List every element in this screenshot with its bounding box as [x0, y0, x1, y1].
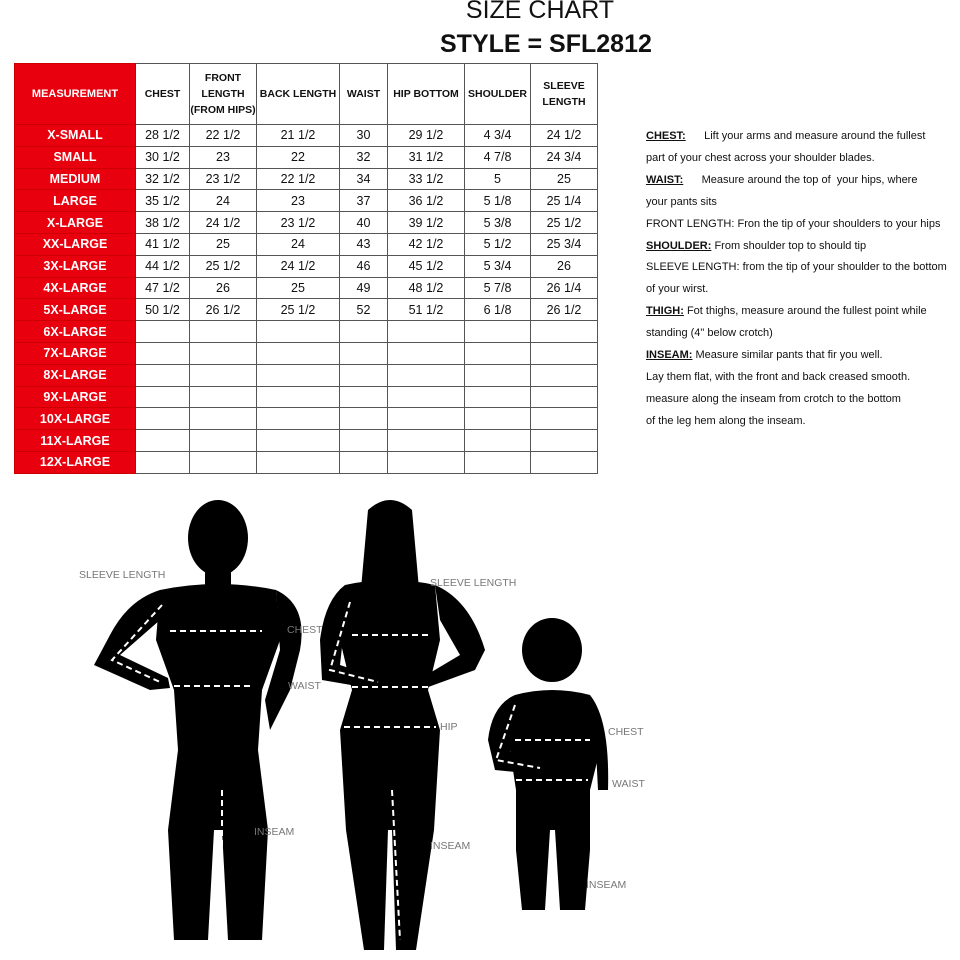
table-cell: 23: [190, 146, 257, 168]
table-cell: 28 1/2: [136, 125, 190, 147]
table-cell: [388, 451, 465, 473]
size-label: MEDIUM: [15, 168, 136, 190]
table-cell: [136, 321, 190, 343]
table-cell: [190, 364, 257, 386]
table-cell: [388, 342, 465, 364]
note-text: Lift your arms and measure around the fullest: [685, 130, 926, 142]
table-cell: [531, 386, 598, 408]
note-line: [646, 214, 947, 236]
note-text: of your wirst.: [646, 283, 709, 296]
table-cell: [465, 342, 531, 364]
table-cell: [388, 430, 465, 452]
table-cell: 4 7/8: [465, 146, 531, 168]
size-label: LARGE: [15, 190, 136, 212]
label-kid-waist: WAIST: [612, 778, 645, 790]
table-cell: 43: [340, 233, 388, 255]
table-cell: 51 1/2: [388, 299, 465, 321]
table-cell: [136, 451, 190, 473]
table-cell: 31 1/2: [388, 146, 465, 168]
table-cell: 5 3/4: [465, 255, 531, 277]
table-cell: 24 1/2: [257, 255, 340, 277]
column-header: HIP BOTTOM: [388, 64, 465, 125]
table-cell: [257, 342, 340, 364]
size-label: 10X-LARGE: [15, 408, 136, 430]
table-cell: [531, 364, 598, 386]
table-cell: 25 1/2: [257, 299, 340, 321]
note-line: [646, 323, 947, 345]
table-row: [15, 255, 598, 277]
note-text: Fot thighs, measure around the fullest point while: [683, 305, 927, 318]
table-cell: [340, 342, 388, 364]
table-cell: [531, 408, 598, 430]
label-kid-inseam: INSEAM: [586, 879, 627, 891]
table-cell: 5 7/8: [465, 277, 531, 299]
size-label: 6X-LARGE: [15, 321, 136, 343]
note-line: [646, 345, 947, 367]
table-cell: [340, 408, 388, 430]
note-key: INSEAM:: [646, 349, 693, 362]
table-cell: [531, 451, 598, 473]
table-cell: 22 1/2: [257, 168, 340, 190]
note-text: From shoulder top to should tip: [711, 239, 867, 252]
note-text: measure along the inseam from crotch to the bottom: [646, 392, 901, 405]
table-row: [15, 386, 598, 408]
note-line: [646, 192, 947, 214]
label-kid-chest: CHEST: [608, 726, 644, 738]
table-cell: [190, 321, 257, 343]
table-cell: 25 1/2: [190, 255, 257, 277]
table-cell: 29 1/2: [388, 125, 465, 147]
size-label: 11X-LARGE: [15, 430, 136, 452]
table-cell: 47 1/2: [136, 277, 190, 299]
table-cell: 40: [340, 212, 388, 234]
size-label: 4X-LARGE: [15, 277, 136, 299]
size-table: [14, 63, 598, 474]
size-label: 9X-LARGE: [15, 386, 136, 408]
table-cell: 25: [190, 233, 257, 255]
page-title: SIZE CHART: [465, 0, 615, 24]
column-header: FRONT LENGTH (FROM HIPS): [190, 64, 257, 125]
table-cell: 5 3/8: [465, 212, 531, 234]
column-header: MEASUREMENT: [15, 64, 136, 125]
note-line: [646, 389, 947, 411]
table-cell: 50 1/2: [136, 299, 190, 321]
table-cell: 30 1/2: [136, 146, 190, 168]
table-cell: [257, 408, 340, 430]
table-cell: 24: [257, 233, 340, 255]
kid-silhouette: [488, 618, 608, 910]
note-text: FRONT LENGTH: Fron the tip of your shoulders to your hips: [646, 217, 941, 230]
size-label: XX-LARGE: [15, 233, 136, 255]
table-cell: 22: [257, 146, 340, 168]
note-text: your pants sits: [646, 195, 717, 208]
table-cell: 5 1/2: [465, 233, 531, 255]
table-row: [15, 299, 598, 321]
table-cell: 25 1/4: [531, 190, 598, 212]
table-row: [15, 168, 598, 190]
table-cell: [465, 408, 531, 430]
column-header: SLEEVE LENGTH: [531, 64, 598, 125]
note-line: [646, 257, 947, 279]
label-man-inseam: INSEAM: [254, 826, 295, 838]
note-line: [646, 279, 947, 301]
table-cell: 34: [340, 168, 388, 190]
table-row: [15, 277, 598, 299]
note-line: [646, 367, 947, 389]
note-key: SHOULDER:: [646, 239, 712, 252]
label-man-sleeve: SLEEVE LENGTH: [79, 569, 166, 581]
table-cell: 38 1/2: [136, 212, 190, 234]
table-cell: [257, 364, 340, 386]
table-cell: [388, 364, 465, 386]
table-cell: 26 1/2: [531, 299, 598, 321]
table-cell: [190, 451, 257, 473]
table-cell: [340, 321, 388, 343]
table-cell: 35 1/2: [136, 190, 190, 212]
table-cell: 45 1/2: [388, 255, 465, 277]
table-cell: 32: [340, 146, 388, 168]
man-silhouette: [94, 500, 302, 940]
table-cell: 30: [340, 125, 388, 147]
table-cell: [531, 430, 598, 452]
table-cell: [388, 386, 465, 408]
table-cell: 26 1/2: [190, 299, 257, 321]
table-cell: 5: [465, 168, 531, 190]
table-cell: [465, 430, 531, 452]
table-cell: 32 1/2: [136, 168, 190, 190]
note-text: SLEEVE LENGTH: from the tip of your shoulder to the bottom: [646, 261, 947, 274]
note-text: Measure around the top of your hips, where: [683, 173, 918, 186]
table-cell: 33 1/2: [388, 168, 465, 190]
body-silhouettes: [0, 490, 960, 960]
note-line: [646, 148, 947, 170]
table-cell: 24 1/2: [531, 125, 598, 147]
table-row: [15, 451, 598, 473]
table-cell: 24 3/4: [531, 146, 598, 168]
note-line: [646, 170, 947, 192]
note-line: [646, 126, 947, 148]
table-cell: [340, 451, 388, 473]
table-cell: 26: [531, 255, 598, 277]
table-cell: [388, 321, 465, 343]
table-row: [15, 364, 598, 386]
table-cell: 25 1/2: [531, 212, 598, 234]
table-cell: [190, 430, 257, 452]
table-cell: 49: [340, 277, 388, 299]
table-cell: 41 1/2: [136, 233, 190, 255]
table-cell: 36 1/2: [388, 190, 465, 212]
table-cell: 39 1/2: [388, 212, 465, 234]
table-cell: 46: [340, 255, 388, 277]
table-cell: [190, 342, 257, 364]
table-cell: [465, 451, 531, 473]
note-text: Lay them flat, with the front and back creased smooth.: [646, 370, 911, 383]
table-cell: 23: [257, 190, 340, 212]
table-cell: [136, 408, 190, 430]
table-cell: [136, 364, 190, 386]
column-header: WAIST: [340, 64, 388, 125]
table-cell: [136, 342, 190, 364]
table-cell: 25: [531, 168, 598, 190]
table-row: [15, 408, 598, 430]
header-row: [15, 64, 598, 125]
table-row: [15, 233, 598, 255]
table-cell: 21 1/2: [257, 125, 340, 147]
table-cell: [257, 321, 340, 343]
table-cell: [388, 408, 465, 430]
table-cell: 22 1/2: [190, 125, 257, 147]
table-cell: [531, 321, 598, 343]
note-text: Measure similar pants that fir you well.: [692, 349, 883, 362]
table-cell: 48 1/2: [388, 277, 465, 299]
size-label: 8X-LARGE: [15, 364, 136, 386]
table-cell: 5 1/8: [465, 190, 531, 212]
size-label: 12X-LARGE: [15, 451, 136, 473]
table-row: [15, 342, 598, 364]
size-label: 3X-LARGE: [15, 255, 136, 277]
table-cell: 52: [340, 299, 388, 321]
table-cell: 23 1/2: [257, 212, 340, 234]
size-label: X-SMALL: [15, 125, 136, 147]
table-cell: [465, 321, 531, 343]
note-text: part of your chest across your shoulder blades.: [646, 151, 875, 164]
label-woman-hip: HIP: [440, 721, 458, 733]
measurement-notes: [646, 126, 947, 433]
table-cell: [531, 342, 598, 364]
size-label: 7X-LARGE: [15, 342, 136, 364]
note-key: CHEST:: [646, 130, 686, 142]
column-header: BACK LENGTH: [257, 64, 340, 125]
note-text: of the leg hem along the inseam.: [646, 414, 806, 427]
table-cell: [190, 408, 257, 430]
table-row: [15, 146, 598, 168]
note-text: standing (4" below crotch): [646, 327, 773, 340]
table-cell: 6 1/8: [465, 299, 531, 321]
table-cell: [340, 430, 388, 452]
label-woman-inseam: INSEAM: [430, 840, 471, 852]
table-cell: 37: [340, 190, 388, 212]
table-cell: [465, 364, 531, 386]
table-cell: 26 1/4: [531, 277, 598, 299]
label-man-chest: CHEST: [287, 624, 323, 636]
table-cell: [257, 451, 340, 473]
table-cell: 24 1/2: [190, 212, 257, 234]
table-cell: 23 1/2: [190, 168, 257, 190]
table-cell: 25 3/4: [531, 233, 598, 255]
table-cell: [340, 386, 388, 408]
table-cell: 42 1/2: [388, 233, 465, 255]
label-man-waist: WAIST: [288, 680, 321, 692]
table-cell: [136, 386, 190, 408]
table-row: [15, 430, 598, 452]
table-row: [15, 125, 598, 147]
size-label: SMALL: [15, 146, 136, 168]
table-cell: 25: [257, 277, 340, 299]
table-cell: [465, 386, 531, 408]
table-cell: [257, 386, 340, 408]
style-code: STYLE = SFL2812: [440, 30, 652, 58]
woman-silhouette: [320, 500, 485, 950]
note-line: [646, 411, 947, 433]
table-row: [15, 190, 598, 212]
column-header: SHOULDER: [465, 64, 531, 125]
table-cell: [257, 430, 340, 452]
note-key: WAIST:: [646, 173, 684, 186]
table-cell: 44 1/2: [136, 255, 190, 277]
size-label: 5X-LARGE: [15, 299, 136, 321]
note-key: THIGH:: [646, 305, 684, 318]
note-line: [646, 301, 947, 323]
table-row: [15, 212, 598, 234]
table-row: [15, 321, 598, 343]
note-line: [646, 236, 947, 258]
table-cell: [190, 386, 257, 408]
size-label: X-LARGE: [15, 212, 136, 234]
table-cell: 24: [190, 190, 257, 212]
label-woman-sleeve: SLEEVE LENGTH: [430, 577, 517, 589]
table-cell: 4 3/4: [465, 125, 531, 147]
table-cell: 26: [190, 277, 257, 299]
column-header: CHEST: [136, 64, 190, 125]
table-cell: [136, 430, 190, 452]
table-cell: [340, 364, 388, 386]
